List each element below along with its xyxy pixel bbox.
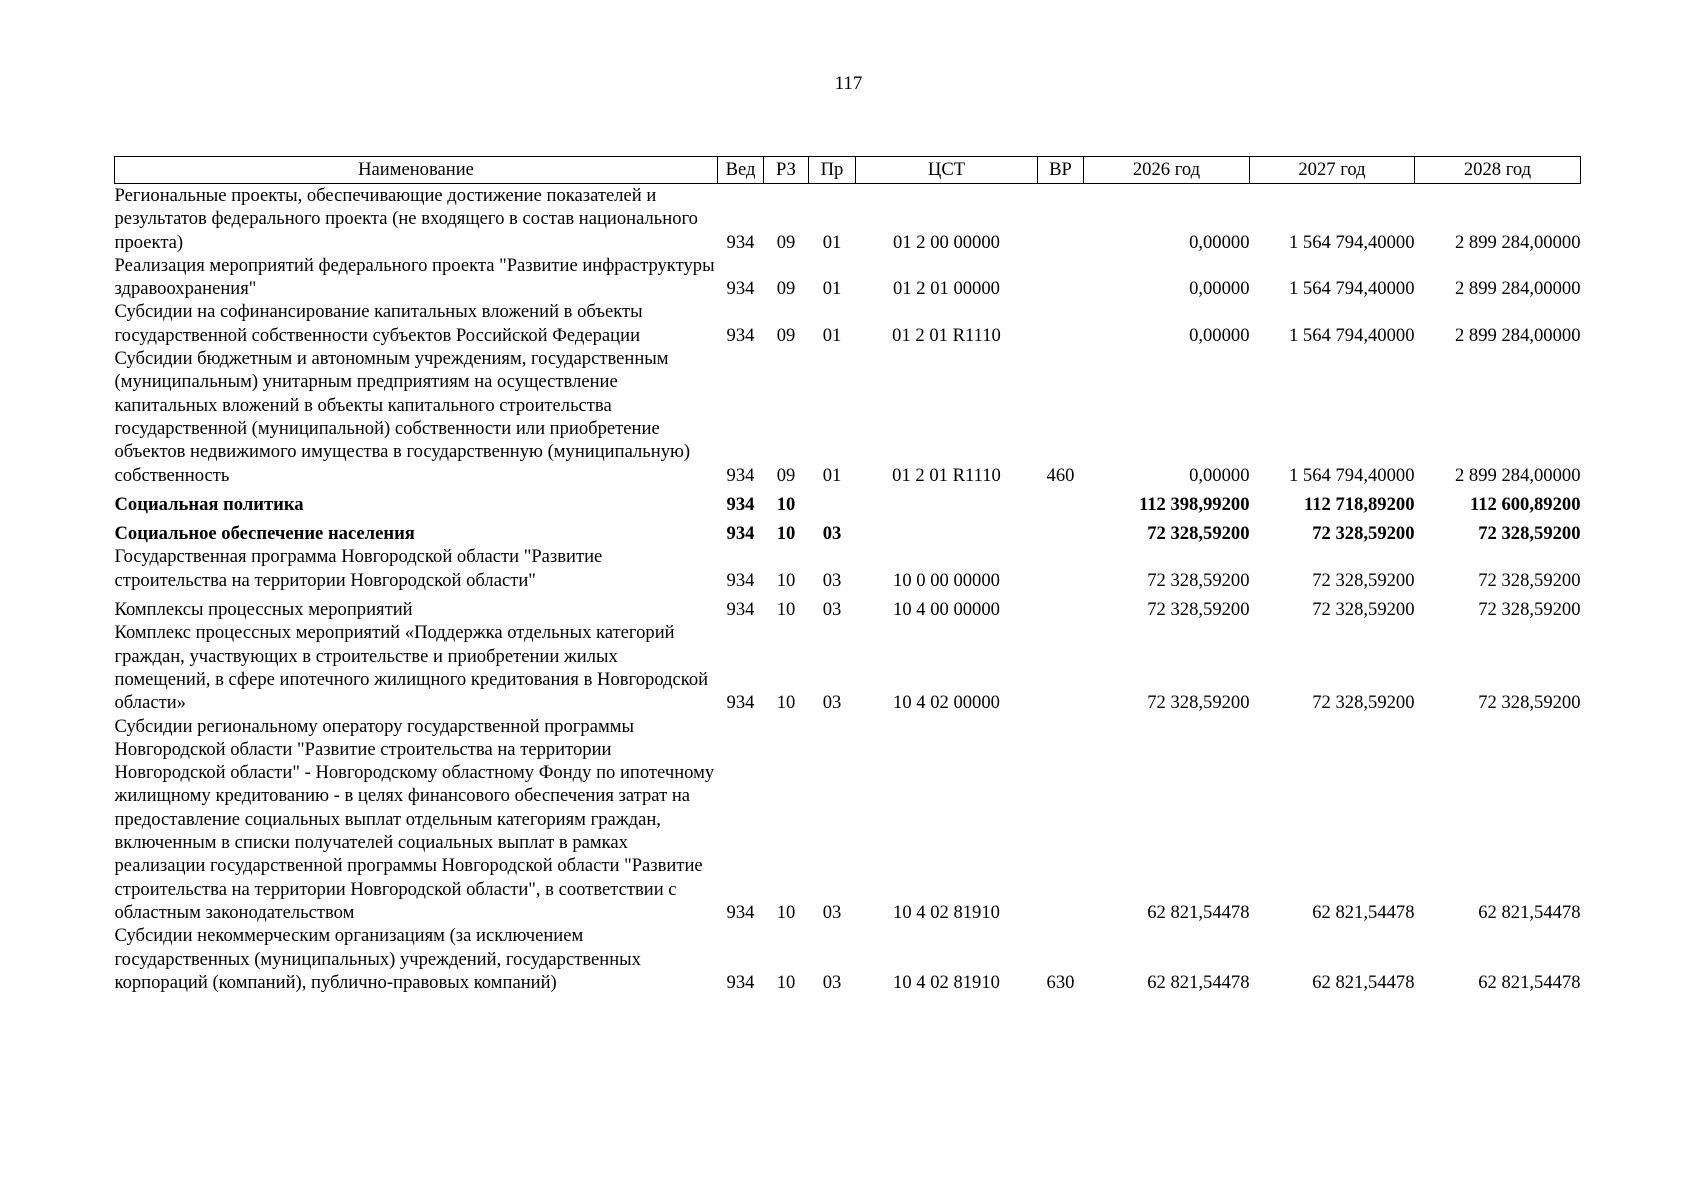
row-2028: 2 899 284,00000 [1454,464,1581,486]
row-cst: 10 4 00 00000 [893,599,1000,621]
row-rz: 09 [776,324,796,346]
row-ved: 934 [726,231,755,253]
row-2027: 72 328,59200 [1312,599,1415,621]
header-ved: Вед [718,157,764,184]
row-2026: 112 398,99200 [1138,493,1250,515]
header-rz: РЗ [764,157,809,184]
row-cst: 10 4 02 00000 [893,692,1000,714]
row-ved: 934 [726,971,755,993]
row-2026: 72 328,59200 [1147,692,1250,714]
row-2026: 72 328,59200 [1147,523,1250,545]
row-2028: 72 328,59200 [1478,599,1581,621]
table-row [115,184,1581,254]
row-name: Социальное обеспечение населения [114,523,415,545]
row-2027: 72 328,59200 [1312,692,1415,714]
row-name: Субсидии некоммерческим организациям (за исключением государственных (муниципальных) учреждений, государственных корпораций (компаний), публично-правовых компаний) [114,925,641,993]
row-2026: 72 328,59200 [1147,569,1250,591]
row-2026: 62 821,54478 [1147,901,1250,923]
row-pr: 03 [822,569,842,591]
row-name: Субсидии региональному оператору государственной программы Новгородской области "Развитие строительства на территории Новгородской области" - Новгородскому областному Фонду по ипотечному жилищному кредитованию - в целях финансового обеспечения затрат на предоставление социальных выплат отдельным категориям граждан, включенным в списки получателей социальных выплат в рамках реализации государственной программы Новгородской области "Развитие строительства на территории Новгородской области", в соответствии с областным законодательством [114,715,715,923]
row-name: Реализация мероприятий федерального проекта "Развитие инфраструктуры здравоохранения" [114,254,715,300]
row-2028: 112 600,89200 [1469,493,1581,515]
row-2027: 1 564 794,40000 [1288,278,1415,300]
row-2027: 72 328,59200 [1312,523,1415,545]
header-name: Наименование [115,157,718,184]
table-row [115,347,1581,487]
header-2028: 2028 год [1415,157,1581,184]
header-pr: Пр [809,157,856,184]
header-2026: 2026 год [1084,157,1250,184]
row-ved: 934 [726,324,755,346]
row-ved: 934 [726,692,755,714]
table-row [115,621,1581,714]
table-row [115,592,1581,621]
row-vr [1038,300,1084,347]
row-name: Субсидии бюджетным и автономным учреждениям, государственным (муниципальным) унитарным предприятиям на осуществление капитальных вложений в объекты капитального строительства государственной (муниципальной) собственности или приобретение объектов недвижимого имущества в государственную (муниципальную) собственность [114,348,691,486]
row-ved: 934 [726,493,755,515]
row-ved: 934 [726,278,755,300]
row-cst: 01 2 01 00000 [893,278,1000,300]
row-cst: 01 2 00 00000 [893,231,1000,253]
table-row [115,715,1581,925]
row-2027: 62 821,54478 [1312,901,1415,923]
row-2026: 72 328,59200 [1147,599,1250,621]
row-vr [1038,621,1084,714]
row-2028: 2 899 284,00000 [1454,324,1581,346]
row-vr: 630 [1046,971,1075,993]
row-pr: 03 [822,692,842,714]
row-pr: 01 [822,231,842,253]
row-2028: 2 899 284,00000 [1454,231,1581,253]
row-2027: 112 718,89200 [1303,493,1415,515]
row-2027: 1 564 794,40000 [1288,464,1415,486]
row-pr: 01 [822,278,842,300]
row-pr: 03 [822,971,842,993]
row-rz: 10 [776,599,796,621]
row-2026: 0,00000 [1189,278,1250,300]
row-rz: 10 [776,493,796,515]
row-ved: 934 [726,523,755,545]
row-name: Комплекс процессных мероприятий «Поддержка отдельных категорий граждан, участвующих в строительстве и приобретении жилых помещений, в сфере ипотечного жилищного кредитования в Новгородской области» [114,622,709,714]
row-rz: 09 [776,464,796,486]
row-2028: 72 328,59200 [1478,569,1581,591]
row-rz: 10 [776,971,796,993]
row-pr: 03 [822,599,842,621]
row-rz: 10 [776,692,796,714]
row-2026: 0,00000 [1189,324,1250,346]
row-rz: 10 [776,523,796,545]
row-cst: 01 2 01 R1110 [892,464,1001,486]
row-name: Комплексы процессных мероприятий [114,599,413,621]
row-2028: 62 821,54478 [1478,901,1581,923]
row-ved: 934 [726,901,755,923]
header-cst: ЦСТ [856,157,1038,184]
row-ved: 934 [726,464,755,486]
row-2027: 72 328,59200 [1312,569,1415,591]
header-vr: ВР [1038,157,1084,184]
header-2027: 2027 год [1250,157,1415,184]
row-2027: 1 564 794,40000 [1288,324,1415,346]
row-2026: 0,00000 [1189,464,1250,486]
row-cst [856,487,1038,516]
row-vr [1038,254,1084,301]
table-row [115,254,1581,301]
row-rz: 10 [776,569,796,591]
row-vr [1038,545,1084,592]
row-cst: 10 0 00 00000 [893,569,1000,591]
row-rz: 09 [776,278,796,300]
row-2027: 1 564 794,40000 [1288,231,1415,253]
row-pr [809,487,856,516]
row-2028: 2 899 284,00000 [1454,278,1581,300]
row-2028: 72 328,59200 [1478,692,1581,714]
row-cst: 10 4 02 81910 [893,901,1000,923]
row-name: Субсидии на софинансирование капитальных вложений в объекты государственной собственности субъектов Российской Федерации [114,301,643,346]
row-ved: 934 [726,599,755,621]
row-ved: 934 [726,569,755,591]
row-rz: 10 [776,901,796,923]
row-vr [1038,184,1084,254]
row-cst [856,516,1038,545]
table-row [115,516,1581,545]
row-pr: 03 [822,901,842,923]
budget-table [114,156,1581,994]
row-name: Региональные проекты, обеспечивающие достижение показателей и результатов федерального проекта (не входящего в состав национального проекта) [114,185,698,253]
table-row [115,487,1581,516]
row-2027: 62 821,54478 [1312,971,1415,993]
table-row [115,300,1581,347]
row-vr: 460 [1046,464,1075,486]
row-pr: 01 [822,464,842,486]
page-number: 117 [834,73,863,94]
row-cst: 10 4 02 81910 [893,971,1000,993]
table-row [115,924,1581,994]
row-cst: 01 2 01 R1110 [892,324,1001,346]
row-2028: 62 821,54478 [1478,971,1581,993]
row-2028: 72 328,59200 [1478,523,1581,545]
row-2026: 0,00000 [1189,231,1250,253]
row-vr [1038,592,1084,621]
row-name: Социальная политика [114,493,304,515]
table-header-row [115,157,1581,184]
row-vr [1038,516,1084,545]
row-pr: 01 [822,324,842,346]
row-name: Государственная программа Новгородской области "Развитие строительства на территории Новгородской области" [114,546,603,591]
row-pr: 03 [822,523,842,545]
row-rz: 09 [776,231,796,253]
table-row [115,545,1581,592]
row-vr [1038,715,1084,925]
row-vr [1038,487,1084,516]
row-2026: 62 821,54478 [1147,971,1250,993]
